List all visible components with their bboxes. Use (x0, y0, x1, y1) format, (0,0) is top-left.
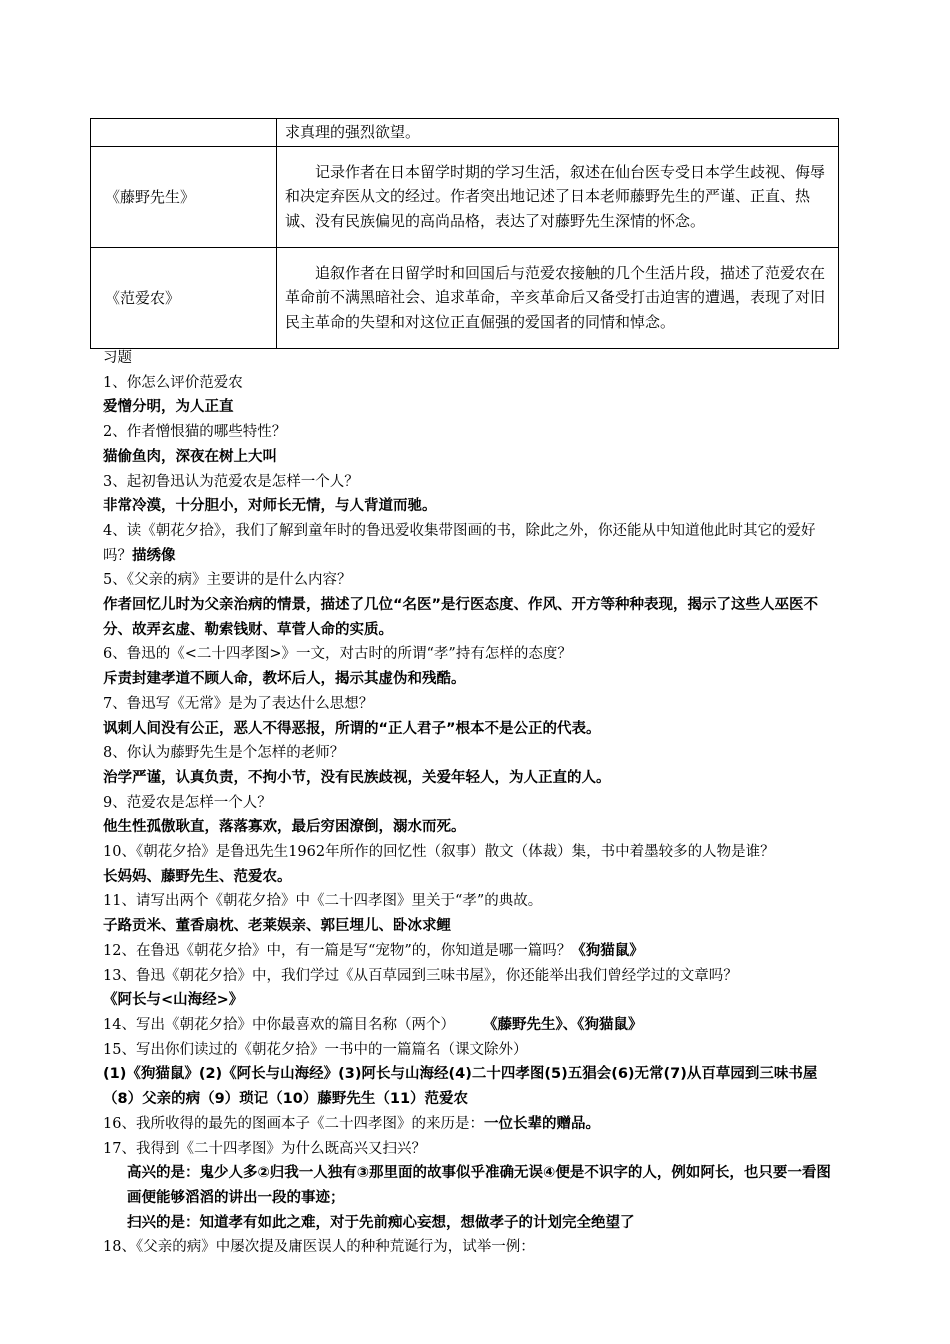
question: 3、起初鲁迅认为范爱农是怎样一个人？ (103, 473, 359, 490)
question: 2、作者憎恨猫的哪些特性？ (103, 424, 287, 441)
question: 13、鲁迅《朝花夕拾》中，我们学过《从百草园到三味书屋》，你还能举出我们曾经学过的文章吗？ (103, 967, 738, 984)
answer: 长妈妈、藤野先生、范爱农。 (103, 868, 292, 885)
table-title-cell: 《藤野先生》 (91, 146, 277, 247)
answer: 治学严谨，认真负责，不拘小节，没有民族歧视，关爱年轻人，为人正直的人。 (103, 769, 611, 786)
question: 10、《朝花夕拾》是鲁迅先生1962年所作的回忆性（叙事）散文（体裁）集，书中着墨较多的人物是谁？ (103, 844, 775, 861)
question: 18、《父亲的病》中屡次提及庸医误人的种种荒诞行为，试举一例： (103, 1239, 535, 1256)
question: 11、请写出两个《朝花夕拾》中《二十四孝图》里关于“孝”的典故。 (103, 893, 543, 910)
question: 4、读《朝花夕拾》，我们了解到童年时的鲁迅爱收集带图画的书，除此之外，你还能从中知道他此时其它的爱好吗？ (103, 522, 816, 564)
question-with-answer (103, 1112, 843, 1137)
question: 7、鲁迅写《无常》是为了表达什么思想？ (103, 695, 374, 712)
question: 8、你认为藤野先生是个怎样的老师？ (103, 745, 345, 762)
table-body-cell: 记录作者在日本留学时期的学习生活，叙述在仙台医专受日本学生歧视、侮辱和决定弃医从文的经过。作者突出地记述了日本老师藤野先生的严谨、正直、热诚、没有民族偏见的高尚品格，表达了对藤野先生深情的怀念。 (277, 146, 839, 247)
question: 5、《父亲的病》主要讲的是什么内容？ (103, 572, 352, 589)
question: 6、鲁迅的《<二十四孝图>》一文，对古时的所谓“孝”持有怎样的态度？ (103, 646, 572, 663)
question: 12、在鲁迅《朝花夕拾》中，有一篇是写“宠物”的，你知道是哪一篇吗？ (103, 942, 572, 959)
question: 14、写出《朝花夕拾》中你最喜欢的篇目名称（两个） (103, 1016, 455, 1033)
question: 16、我所收得的最先的图画本子《二十四孝图》的来历是： (103, 1115, 484, 1132)
question-with-answer (103, 1013, 843, 1038)
exercises-section (103, 346, 843, 1260)
table-body-cell: 追叙作者在日留学时和回国后与范爱农接触的几个生活片段，描述了范爱农在革命前不满黑暗社会、追求革命，辛亥革命后又备受打击迫害的遭遇，表现了对旧民主革命的失望和对这位正直倔强的爱国者的同情和悼念。 (277, 247, 839, 348)
answer: (1)《狗猫鼠》(2)《阿长与山海经》(3)阿长与山海经(4)二十四孝图(5)五猖会(6)无常(7)从百草园到三味书屋（8）父亲的病（9）琐记（10）藤野先生（11）范爱农 (103, 1066, 818, 1108)
answer: 《阿长与<山海经>》 (103, 992, 244, 1009)
answer: 他生性孤傲耿直，落落寡欢，最后穷困潦倒，溺水而死。 (103, 819, 466, 836)
table-row (91, 146, 839, 247)
table-row (91, 247, 839, 348)
answer: 作者回忆儿时为父亲治病的情景，描述了几位“名医”是行医态度、作风、开方等种种表现，揭示了这些人巫医不分、故弄玄虚、勒索钱财、草菅人命的实质。 (103, 597, 819, 638)
answer: 非常冷漠，十分胆小，对师长无情，与人背道而驰。 (103, 498, 437, 515)
table-row (91, 119, 839, 147)
question-with-answer (103, 519, 843, 568)
table-body-cell: 求真理的强烈欲望。 (277, 119, 839, 147)
answer: 描绣像 (132, 547, 176, 564)
answer: 高兴的是：鬼少人多②归我一人独有③那里面的故事似乎准确无误④便是不识字的人，例如阿长，也只要一看图画便能够滔滔的讲出一段的事迹； (127, 1165, 831, 1206)
answer: 一位长辈的赠品。 (483, 1115, 600, 1132)
answer: 爱憎分明，为人正直 (103, 399, 234, 416)
answer: 《狗猫鼠》 (571, 942, 644, 959)
table-title-cell: 《范爱农》 (91, 247, 277, 348)
question: 17、我得到《二十四孝图》为什么既高兴又扫兴？ (103, 1140, 426, 1157)
question-with-answer (103, 939, 843, 964)
table-title-cell (91, 119, 277, 147)
question: 9、范爱农是怎样一个人？ (103, 794, 272, 811)
answer: 斥责封建孝道不顾人命，教坏后人，揭示其虚伪和残酷。 (103, 671, 466, 688)
answer: 《藤野先生》、《狗猫鼠》 (482, 1016, 643, 1033)
question: 1、你怎么评价范爱农 (103, 374, 243, 391)
section-heading: 习题 (103, 350, 132, 366)
answer: 猫偷鱼肉，深夜在树上大叫 (103, 448, 277, 465)
answer: 扫兴的是：知道孝有如此之难，对于先前痴心妄想，想做孝子的计划完全绝望了 (127, 1214, 635, 1231)
summary-table (90, 118, 839, 349)
answer: 子路贡米、董香扇枕、老莱娱亲、郭巨埋儿、卧冰求鲤 (103, 918, 451, 935)
answer: 讽刺人间没有公正，恶人不得恶报，所谓的“正人君子”根本不是公正的代表。 (103, 720, 601, 737)
question: 15、写出你们读过的《朝花夕拾》一书中的一篇篇名（课文除外） (103, 1041, 528, 1058)
